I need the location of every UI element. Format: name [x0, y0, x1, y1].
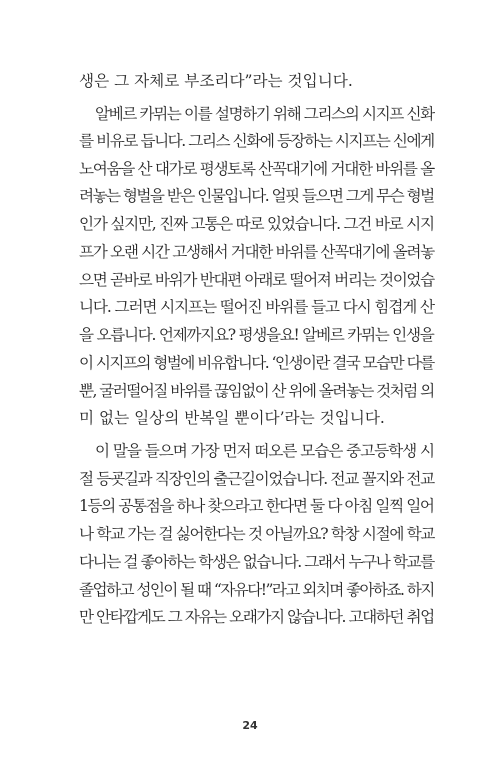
text-line: 이 시지프의 형벌에 비유합니다. ‘인생이란 결국 모습만 다를: [79, 354, 434, 372]
text-line: 미 없는 일상의 반복일 뿐이다’라는 것입니다.: [79, 409, 385, 427]
page-number: 24: [242, 719, 258, 732]
text-line: 니다. 그러면 시지프는 떨어진 바위를 들고 다시 힘겹게 산: [79, 298, 434, 316]
text-line: 프가 오랜 시간 고생해서 거대한 바위를 산꼭대기에 올려놓: [79, 243, 434, 261]
text-line: 생은 그 자체로 부조리다”라는 것입니다.: [79, 72, 353, 90]
text-line: 를 비유로 듭니다. 그리스 신화에 등장하는 시지프는 신에게: [79, 132, 434, 150]
text-line: 노여움을 산 대가로 평생토록 산꼭대기에 거대한 바위를 올: [79, 160, 434, 178]
text-line: 만 안타깝게도 그 자유는 오래가지 않습니다. 고대하던 취업: [79, 608, 434, 626]
text-line: 려놓는 형벌을 받은 인물입니다. 얼핏 들으면 그게 무슨 형벌: [79, 187, 434, 205]
text-line: 을 오릅니다. 언제까지요? 평생을요! 알베르 카뮈는 인생을: [79, 326, 434, 344]
text-line: 으면 곧바로 바위가 반대편 아래로 떨어져 버리는 것이었습: [79, 271, 434, 289]
text-line: 다니는 걸 좋아하는 학생은 없습니다. 그래서 누구나 학교를: [79, 553, 434, 571]
text-line: 뿐, 굴러떨어질 바위를 끊임없이 산 위에 올려놓는 것처럼 의: [79, 382, 434, 400]
text-line: 알베르 카뮈는 이를 설명하기 위해 그리스의 시지프 신화: [95, 105, 434, 123]
text-line: 1등의 공통점을 하나 찾으라고 한다면 둘 다 아침 일찍 일어: [79, 497, 434, 515]
text-line: 이 말을 들으며 가장 먼저 떠오른 모습은 중고등학생 시: [95, 442, 434, 460]
text-line: 나 학교 가는 걸 싫어한다는 것 아닐까요? 학창 시절에 학교: [79, 525, 435, 543]
text-line: 인가 싶지만, 진짜 고통은 따로 있었습니다. 그건 바로 시지: [79, 215, 434, 233]
text-line: 졸업하고 성인이 될 때 “자유다!”라고 외치며 좋아하죠. 하지: [79, 581, 434, 599]
text-line: 절 등굣길과 직장인의 출근길이었습니다. 전교 꼴지와 전교: [79, 470, 434, 488]
